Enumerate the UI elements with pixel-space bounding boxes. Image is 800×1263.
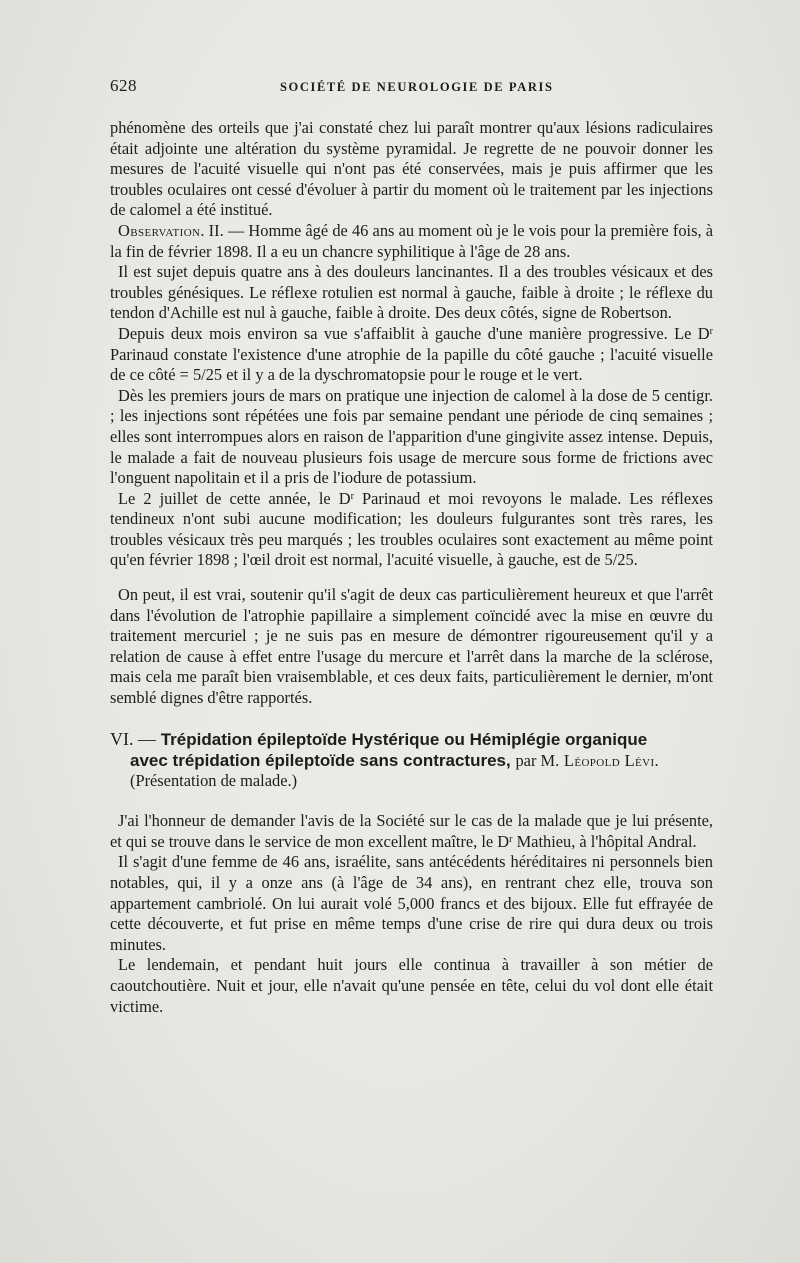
section-heading — [110, 729, 713, 771]
paragraph-8: J'ai l'honneur de demander l'avis de la Société sur le cas de la malade que je lui présente, et qui se trouve dans le service de mon excellent maître, le $D^r$ Mathieu, à l'hôpital Andral. — [110, 811, 713, 851]
paragraph-6: Le 2 juillet de cette année, le $D^r$ Parinaud et moi revoyons le malade. Les réflexes tendineux n'ont subi aucune modification; les douleurs fulgurantes sont très rares, les troubles vésicaux très peu marqués ; les troubles oculaires sont exactement au même point qu'en février 1898 ; l'œil droit est normal, l'acuité visuelle, à gauche, est de 5/25. — [110, 488, 713, 570]
running-head: SOCIÉTÉ DE NEUROLOGIE DE PARIS — [280, 80, 554, 94]
paragraph-1: phénomène des orteils que j'ai constaté chez lui paraît montrer qu'aux lésions radiculaires était adjointe une altération du système pyramidal. Je regrette de ne pouvoir donner les mesures de l'acuité visuelle qui n'ont pas été conservées, mais je puis affirmer que les troubles oculaires ont cessé d'évoluer à partir du moment où le traitement par les injections de calomel a été institué. — [110, 118, 713, 220]
paragraph-9: Il s'agit d'une femme de 46 ans, israélite, sans antécédents héréditaires ni personnels bien notables, qui, il y a onze ans (à l'âge de 34 ans), en rentrant chez elle, trouva son appartement cambriolé. On lui aurait volé 5,000 francs et des bijoux. Elle fut effrayée de cette découverte, et fut prise en même temps d'une crise de rire qui dura deux ou trois minutes. — [110, 852, 713, 954]
author-name: Léopold Lévi. — [563, 750, 660, 770]
page-header — [110, 76, 710, 100]
section-number: VI. — — [110, 728, 156, 749]
paragraph-observation: Observation. II. — Homme âgé de 46 ans au moment où je le vois pour la première fois, à la fin de février 1898. Il a eu un chancre syphilitique à l'âge de 28 ans. — [110, 220, 713, 261]
page-number: 628 — [110, 76, 137, 95]
observation-label: Observation — [118, 220, 201, 240]
paragraph-5: Dès les premiers jours de mars on pratique une injection de calomel à la dose de 5 centigr. ; les injections sont répétées une fois par semaine pendant une période de cinq semaines ; elles sont interrompues alors en raison de l'apparition d'une gingivite assez intense. Depuis, le malade a fait de nouveau plusieurs fois usage de mercure sous forme de frictions avec l'onguent napolitain et il a pris de l'iodure de potassium. — [110, 385, 713, 488]
page-body — [110, 118, 713, 1017]
paragraph-10: Le lendemain, et pendant huit jours elle continua à travailler à son métier de caoutchoutière. Nuit et jour, elle n'avait qu'une pensée en tête, celui du vol dont elle était victime. — [110, 955, 713, 1016]
section-title-line2: avec trépidation épileptoïde sans contractures, — [130, 750, 511, 770]
paragraph-7: On peut, il est vrai, soutenir qu'il s'agit de deux cas particulièrement heureux et que l'arrêt dans l'évolution de l'atrophie papillaire a simplement coïncidé avec la mise en œuvre du traitement mercuriel ; je ne suis pas en mesure de démontrer rigoureusement qu'il y a relation de cause à effet entre l'usage du mercure et l'arrêt dans la marche de la sclérose, mais cela me paraît bien vraisemblable, et ces deux faits, particulièrement le dernier, m'ont semblé dignes d'être rapportés. — [110, 585, 713, 708]
section-title-line1: Trépidation épileptoïde Hystérique ou Hémiplégie organique — [160, 729, 648, 749]
section-subtitle: (Présentation de malade.) — [130, 770, 298, 790]
paragraph-3: Il est sujet depuis quatre ans à des douleurs lancinantes. Il a des troubles vésicaux et des troubles génésiques. Le réflexe rotulien est normal à gauche, faible à droite ; le réflexe du tendon d'Achille est nul à gauche, faible à droite. Des deux côtés, signe de Robertson. — [110, 262, 713, 323]
author-prefix: par M. — [515, 750, 560, 770]
paragraph-4: Depuis deux mois environ sa vue s'affaiblit à gauche d'une manière progressive. Le $D^r$ Parinaud constate l'existence d'une atrophie de la papille du côté gauche ; l'acuité visuelle de ce côté = 5/25 et il y a de la dyschromatopsie pour le rouge et le vert. — [110, 323, 713, 385]
